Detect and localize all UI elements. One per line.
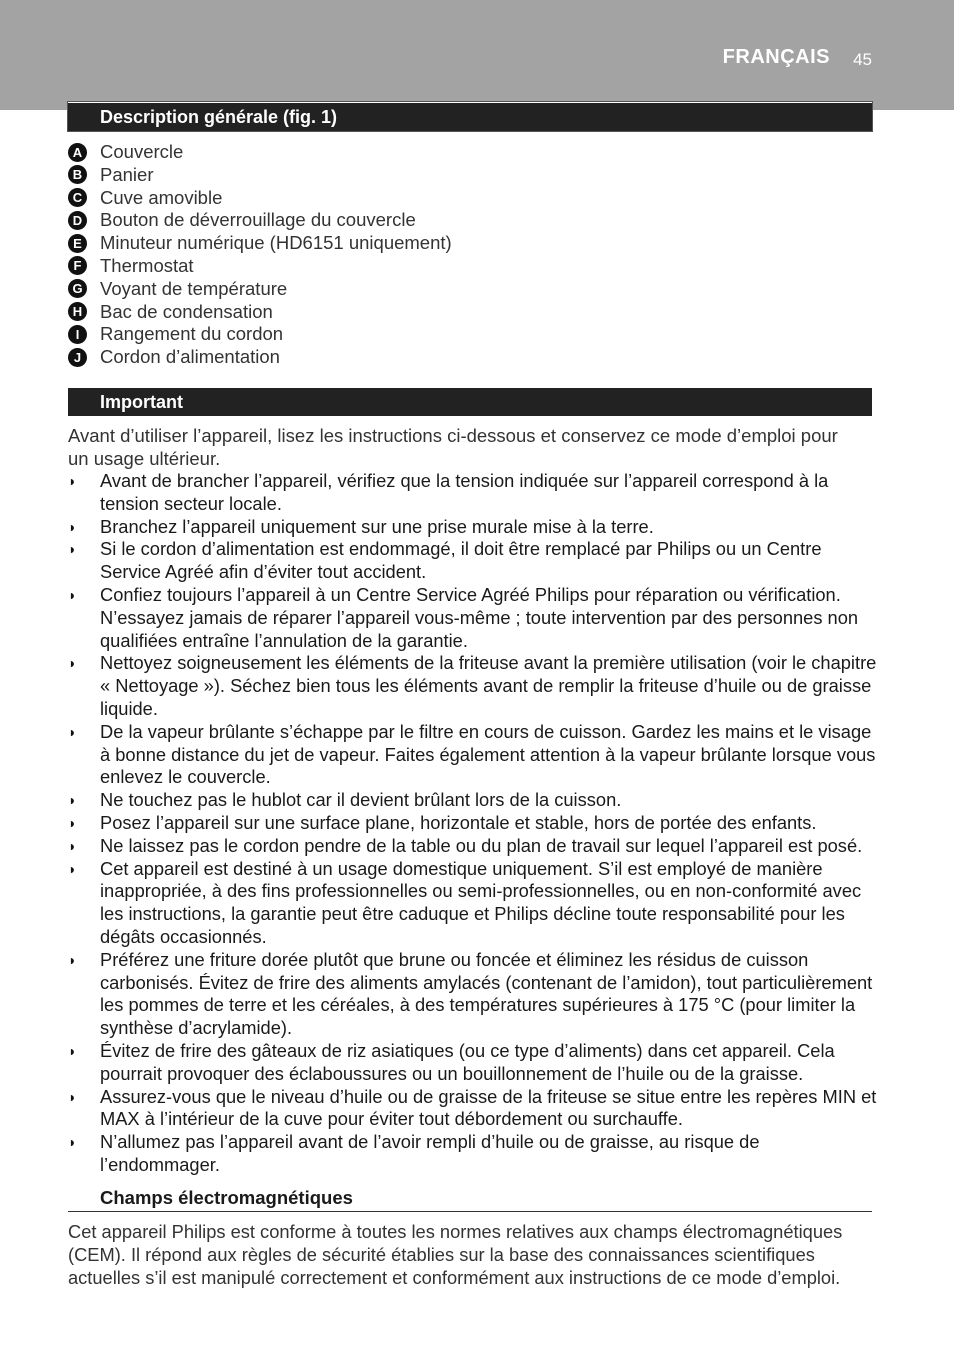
part-letter-badge: F xyxy=(68,256,87,275)
bullet-item xyxy=(68,789,878,812)
bullet-text: Confiez toujours l’appareil à un Centre Service Agréé Philips pour réparation ou vérification. N’essayez jamais de réparer l’appareil vous-même ; toute intervention par des personnes non qualifiées entraîne l’annulation de la garantie. xyxy=(100,583,859,651)
important-intro: Avant d’utiliser l’appareil, lisez les instructions ci-dessous et conservez ce mode d’emploi pour un usage ultérieur. xyxy=(68,425,838,469)
list-item xyxy=(68,255,872,278)
part-letter-badge: A xyxy=(68,143,87,162)
bullet-text: Assurez-vous que le niveau d’huile ou de graisse de la friteuse se situe entre les repères MIN et MAX à l’intérieur de la cuve pour éviter tout débordement ou surchauffe. xyxy=(100,1085,877,1130)
bullet-text: Nettoyez soigneusement les éléments de la friteuse avant la première utilisation (voir le chapitre « Nettoyage »). Séchez bien tous les éléments avant de remplir la friteuse d’huile ou de graisse liquide. xyxy=(100,652,877,719)
bullet-item xyxy=(68,812,878,835)
part-label: Cordon d’alimentation xyxy=(100,346,280,368)
list-item xyxy=(68,209,872,232)
bullet-item xyxy=(68,1086,878,1132)
bullet-arrow-icon: ◗ xyxy=(68,1134,77,1151)
part-label: Rangement du cordon xyxy=(100,323,284,345)
bullet-arrow-icon: ◗ xyxy=(68,860,77,877)
part-letter-badge: H xyxy=(68,302,87,321)
part-label: Bac de condensation xyxy=(100,300,273,322)
page-number: 45 xyxy=(853,50,872,69)
bullet-item xyxy=(68,721,878,789)
bullet-arrow-icon: ◗ xyxy=(68,655,77,672)
parts-list xyxy=(68,141,872,369)
bullet-arrow-icon: ◗ xyxy=(68,1042,77,1059)
part-letter-badge: G xyxy=(68,279,87,298)
part-label: Bouton de déverrouillage du couvercle xyxy=(100,209,416,231)
part-label: Couvercle xyxy=(100,141,184,162)
bullet-arrow-icon: ◗ xyxy=(68,814,77,831)
part-label: Voyant de température xyxy=(100,277,288,299)
bullet-item xyxy=(68,1131,878,1177)
section-heading-description: Description générale (fig. 1) xyxy=(68,102,872,131)
bullet-text: Ne laissez pas le cordon pendre de la table ou du plan de travail sur lequel l’appareil est posé. xyxy=(100,834,863,856)
emf-paragraph: Cet appareil Philips est conforme à toutes les normes relatives aux champs électromagnétiques (CEM). Il répond aux règles de sécurité établies sur la base des connaissances scientifiques actuelles s’il est manipulé correctement et conformément aux instructions de ce mode d’emploi. xyxy=(68,1221,843,1288)
part-label: Minuteur numérique (HD6151 uniquement) xyxy=(100,232,452,254)
subheading-emf: Champs électromagnétiques xyxy=(68,1186,872,1212)
part-letter-badge: C xyxy=(68,188,87,207)
list-item xyxy=(68,278,872,301)
part-letter-badge: B xyxy=(68,165,87,184)
list-item xyxy=(68,232,872,255)
bullet-item xyxy=(68,584,878,652)
list-item xyxy=(68,164,872,187)
bullet-text: Préférez une friture dorée plutôt que brune ou foncée et éliminez les résidus de cuisson carbonisés. Évitez de frire des aliments amylacés (contenant de l’amidon), tout particulièrement les pommes de terre et les céréales, à des températures supérieures à 175 °C (pour limiter la synthèse d’acrylamide). xyxy=(100,948,873,1039)
bullet-item xyxy=(68,516,878,539)
bullet-arrow-icon: ◗ xyxy=(68,518,77,535)
list-item xyxy=(68,323,872,346)
part-label: Panier xyxy=(100,163,154,185)
part-letter-badge: J xyxy=(68,348,87,367)
bullet-arrow-icon: ◗ xyxy=(68,723,77,740)
bullet-text: Cet appareil est destiné à un usage domestique uniquement. S’il est employé de manière inappropriée, à des fins professionnelles ou semi-professionnelles, ou en non-conformité avec les instructions, la garantie peut être caduque et Philips décline toute responsabilité pour les dégâts occasionnés. xyxy=(100,857,862,947)
bullet-arrow-icon: ◗ xyxy=(68,541,77,558)
bullet-text: Posez l’appareil sur une surface plane, horizontale et stable, hors de portée des enfants. xyxy=(100,811,817,833)
bullet-arrow-icon: ◗ xyxy=(68,951,77,968)
bullet-text: Évitez de frire des gâteaux de riz asiatiques (ou ce type d’aliments) dans cet appareil. Cela pourrait provoquer des éclaboussures ou un bouillonnement de l’huile ou de la graisse. xyxy=(100,1039,835,1084)
bullet-item xyxy=(68,949,878,1040)
bullet-text: N’allumez pas l’appareil avant de l’avoir rempli d’huile ou de graisse, au risque de l’endommager. xyxy=(100,1131,760,1175)
bullet-item xyxy=(68,470,878,516)
bullet-item xyxy=(68,652,878,720)
part-letter-badge: D xyxy=(68,211,87,230)
safety-bullet-list xyxy=(68,470,878,1177)
bullet-item xyxy=(68,1040,878,1086)
bullet-text: Avant de brancher l’appareil, vérifiez que la tension indiquée sur l’appareil correspond à la tension secteur locale. xyxy=(100,470,829,514)
bullet-text: Ne touchez pas le hublot car il devient brûlant lors de la cuisson. xyxy=(100,789,622,811)
part-letter-badge: I xyxy=(68,325,87,344)
header-bar xyxy=(0,0,954,110)
bullet-arrow-icon: ◗ xyxy=(68,1088,77,1105)
bullet-text: Si le cordon d’alimentation est endommagé, il doit être remplacé par Philips ou un Centre Service Agréé afin d’éviter tout accident. xyxy=(100,538,822,583)
part-label: Cuve amovible xyxy=(100,186,223,208)
bullet-arrow-icon: ◗ xyxy=(68,586,77,603)
bullet-text: Branchez l’appareil uniquement sur une prise murale mise à la terre. xyxy=(100,515,654,537)
bullet-item xyxy=(68,538,878,584)
bullet-item xyxy=(68,835,878,858)
list-item xyxy=(68,141,872,164)
bullet-arrow-icon: ◗ xyxy=(68,473,77,489)
list-item xyxy=(68,346,872,369)
section-heading-important: Important xyxy=(68,387,872,416)
list-item xyxy=(68,301,872,324)
part-letter-badge: E xyxy=(68,234,87,253)
bullet-item xyxy=(68,858,878,949)
bullet-arrow-icon: ◗ xyxy=(68,837,77,854)
language-label: FRANÇAIS xyxy=(722,46,830,68)
bullet-text: De la vapeur brûlante s’échappe par le filtre en cours de cuisson. Gardez les mains et le visage à bonne distance du jet de vapeur. Faites également attention à la vapeur brûlante lorsque vous enlevez le couvercle. xyxy=(100,720,876,788)
bullet-arrow-icon: ◗ xyxy=(68,792,77,809)
part-label: Thermostat xyxy=(100,254,194,276)
list-item xyxy=(68,187,872,210)
